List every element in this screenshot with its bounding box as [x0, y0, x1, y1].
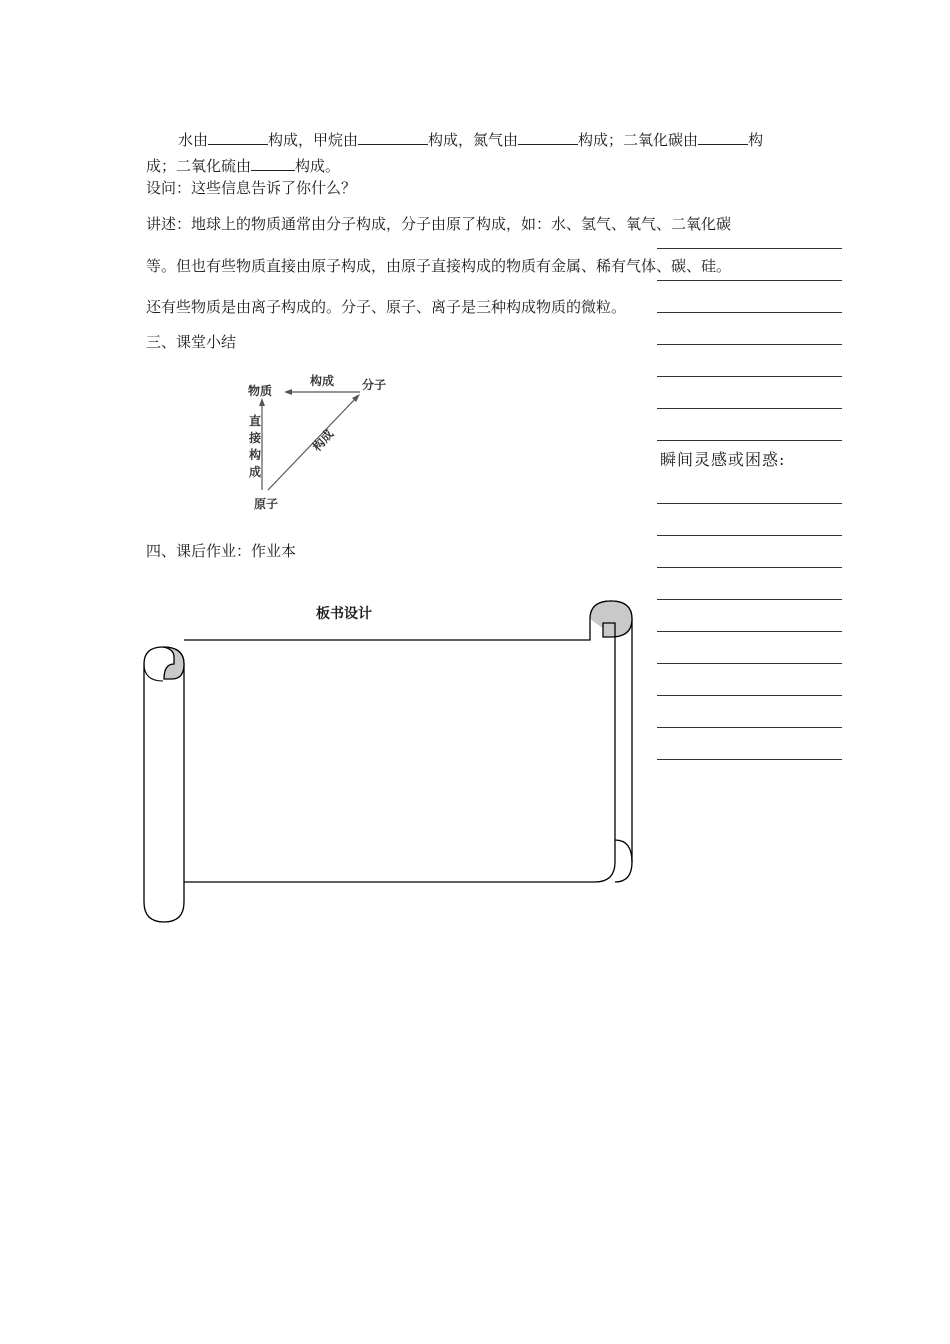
answer-blank[interactable] — [698, 128, 748, 145]
answer-blank[interactable] — [251, 154, 295, 171]
edge-label-diagonal: 构成 — [309, 426, 337, 455]
fill-in-line-1 — [178, 128, 763, 150]
note-rule — [657, 503, 842, 504]
edge-label-left-4: 成 — [249, 465, 262, 479]
note-rule — [657, 695, 842, 696]
edge-label-top: 构成 — [310, 374, 335, 388]
note-rule — [657, 440, 842, 441]
note-rule — [657, 535, 842, 536]
arrow-head-icon — [259, 398, 265, 406]
edge-label-left-1: 直 — [249, 414, 262, 428]
note-rule — [657, 312, 842, 313]
note-rule — [657, 759, 842, 760]
summary-diagram — [240, 362, 410, 517]
note-rule — [657, 376, 842, 377]
note-rule — [657, 599, 842, 600]
note-rule — [657, 663, 842, 664]
board-design-title: 板书设计 — [316, 606, 372, 622]
answer-blank[interactable] — [208, 128, 268, 145]
note-rule — [657, 631, 842, 632]
text-segment: 构成；二氧化碳由 — [578, 131, 699, 149]
node-substance: 物质 — [248, 384, 273, 398]
note-rule — [657, 727, 842, 728]
section-3-title: 三、课堂小结 — [146, 333, 237, 351]
node-molecule: 分子 — [362, 378, 387, 392]
lecture-line-3: 还有些物质是由离子构成的。分子、原子、离子是三种构成物质的微粒。 — [146, 298, 627, 316]
arrow-head-icon — [284, 389, 292, 395]
text-segment: 构 — [748, 131, 764, 149]
blackboard-scroll — [140, 597, 637, 927]
edge-label-left-3: 构 — [249, 448, 262, 462]
note-rule — [657, 344, 842, 345]
notes-label: 瞬间灵感或困惑: — [660, 450, 786, 469]
note-rule — [657, 567, 842, 568]
fill-in-line-2 — [146, 154, 340, 176]
edge-label-left-2: 接 — [249, 431, 262, 445]
section-4-title: 四、课后作业：作业本 — [146, 542, 297, 560]
answer-blank[interactable] — [358, 128, 428, 145]
note-rule — [657, 280, 842, 281]
text-segment: 水由 — [178, 131, 209, 149]
lecture-line-1: 讲述：地球上的物质通常由分子构成，分子由原了构成，如：水、氢气、氧气、二氧化碳 — [146, 215, 732, 233]
note-rule — [657, 248, 842, 249]
answer-blank[interactable] — [518, 128, 578, 145]
node-atom: 原子 — [254, 497, 279, 511]
question-line: 设问：这些信息告诉了你什么？ — [146, 179, 357, 197]
note-rule — [657, 408, 842, 409]
text-segment: 构成，氮气由 — [428, 131, 519, 149]
lecture-line-2: 等。但也有些物质直接由原子构成，由原子直接构成的物质有金属、稀有气体、碳、硅。 — [146, 257, 732, 275]
text-segment: 构成，甲烷由 — [268, 131, 359, 149]
text-segment: 构成。 — [295, 157, 341, 175]
text-segment: 成；二氧化硫由 — [146, 157, 252, 175]
